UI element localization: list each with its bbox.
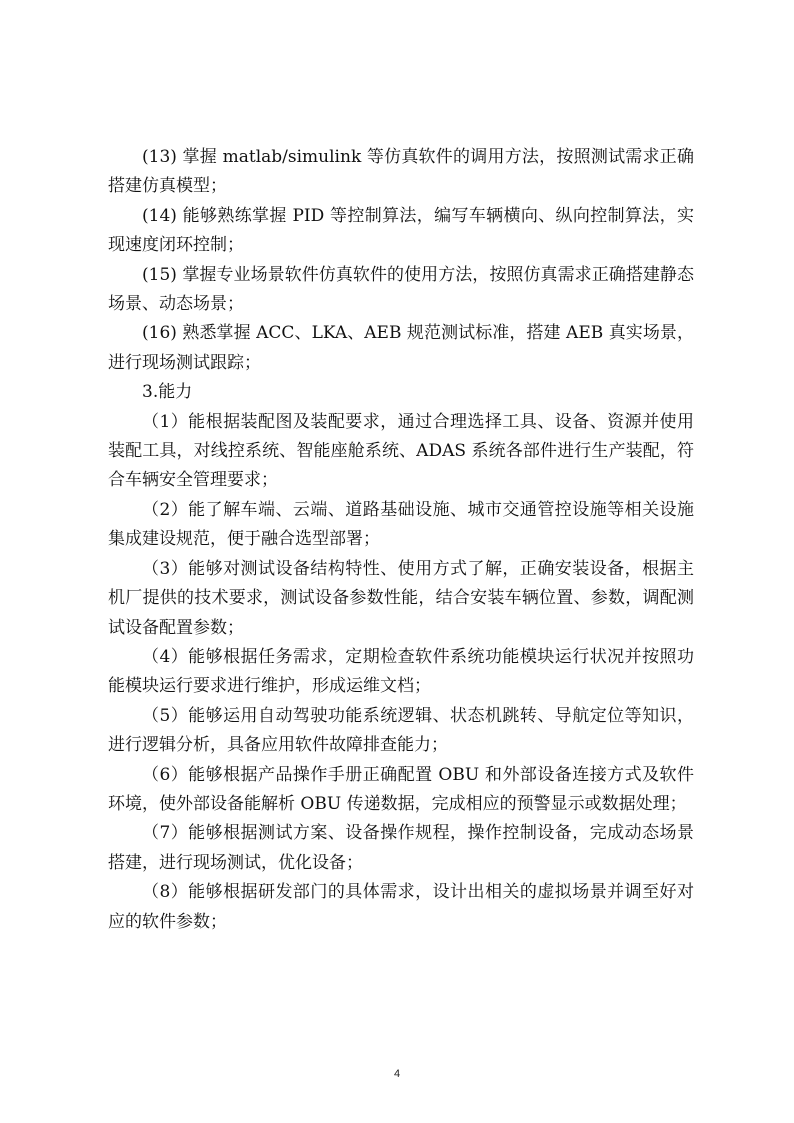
section-heading-ability: 3.能力 xyxy=(142,382,193,403)
item-14: (14) 能够熟练掌握 PID 等控制算法，编写车辆横向、纵向控制算法，实现速度闭环控制； xyxy=(108,205,694,256)
ability-item-1: （1）能根据装配图及装配要求，通过合理选择工具、设备、资源并使用装配工具，对线控系统、智能座舱系统、ADAS 系统各部件进行生产装配，符合车辆安全管理要求； xyxy=(108,411,694,491)
ability-item-6: （6）能够根据产品操作手册正确配置 OBU 和外部设备连接方式及软件环境，使外部设备能解析 OBU 传递数据，完成相应的预警显示或数据处理； xyxy=(108,764,694,814)
page-number: 4 xyxy=(393,1068,401,1080)
ability-item-5: （5）能够运用自动驾驶功能系统逻辑、状态机跳转、导航定位等知识，进行逻辑分析，具备应用软件故障排查能力； xyxy=(108,705,694,756)
item-15: (15) 掌握专业场景软件仿真软件的使用方法，按照仿真需求正确搭建静态场景、动态场景； xyxy=(108,264,694,315)
ability-item-3: （3）能够对测试设备结构特性、使用方式了解，正确安装设备，根据主机厂提供的技术要求，测试设备参数性能，结合安装车辆位置、参数，调配测试设备配置参数； xyxy=(108,558,694,638)
ability-item-2: （2）能了解车端、云端、道路基础设施、城市交通管控设施等相关设施集成建设规范，便于融合选型部署； xyxy=(108,499,694,550)
item-13: (13) 掌握 matlab/simulink 等仿真软件的调用方法，按照测试需求正确搭建仿真模型； xyxy=(108,147,694,197)
item-16: (16) 熟悉掌握 ACC、LKA、AEB 规范测试标准，搭建 AEB 真实场景，进行现场测试跟踪； xyxy=(108,323,694,373)
ability-item-4: （4）能够根据任务需求，定期检查软件系统功能模块运行状况并按照功能模块运行要求进行维护，形成运维文档； xyxy=(108,646,694,697)
ability-item-8: （8）能够根据研发部门的具体需求，设计出相关的虚拟场景并调至好对应的软件参数； xyxy=(108,882,694,932)
document-body xyxy=(108,143,694,937)
ability-item-7: （7）能够根据测试方案、设备操作规程，操作控制设备，完成动态场景搭建，进行现场测试，优化设备； xyxy=(108,823,694,873)
